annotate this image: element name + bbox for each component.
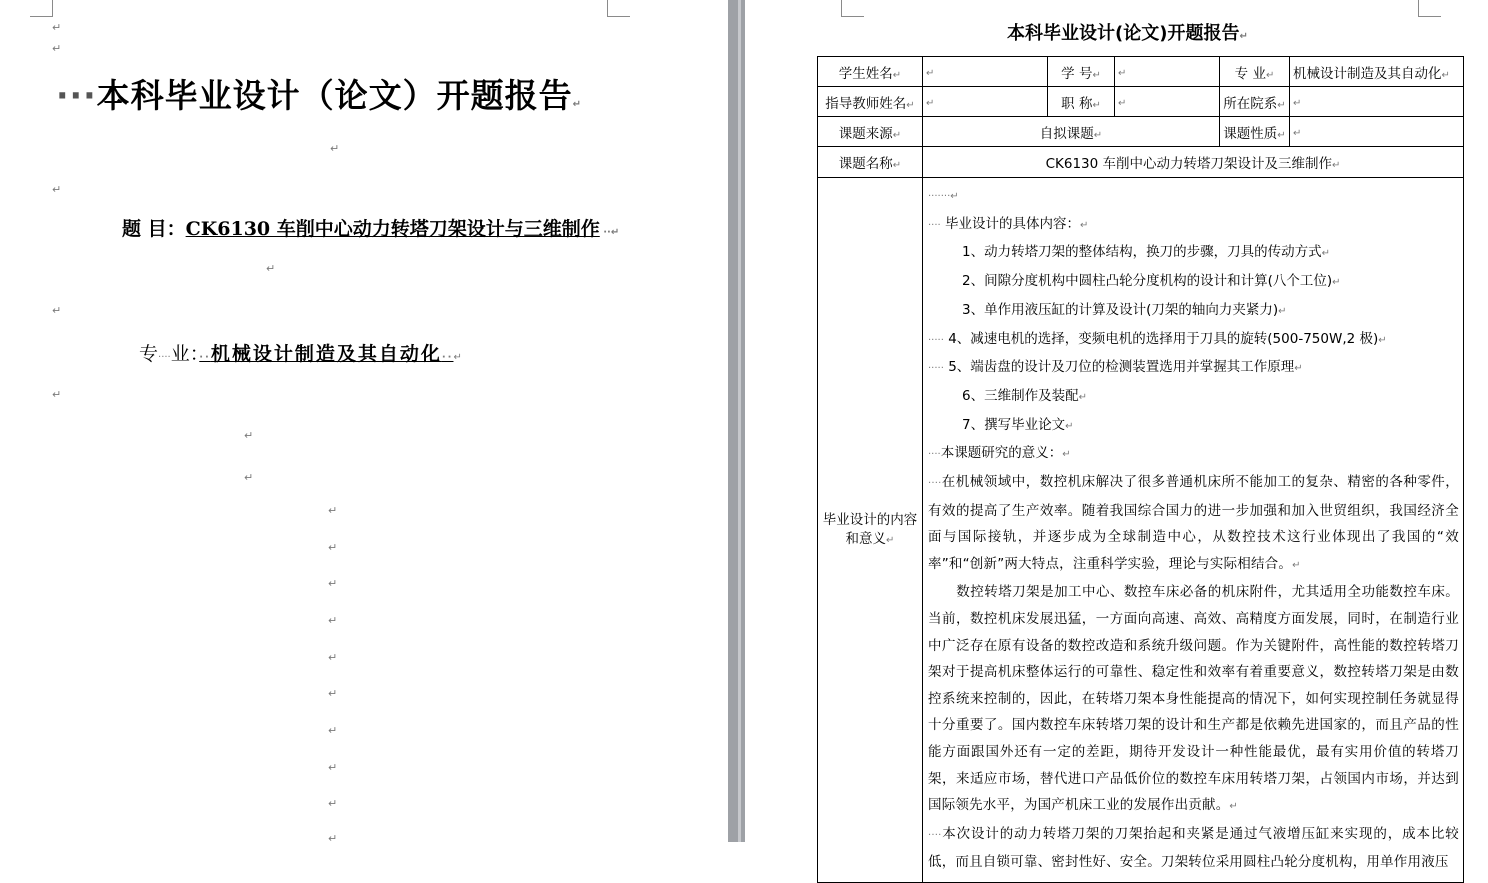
table-row [818,147,1464,178]
topic-label: 题 目： [122,218,186,240]
paragraph-mark: ↵ [244,471,254,484]
advisor-label: 指导教师姓名↵ [818,87,923,117]
student-name-cell: ↵ [923,57,1048,87]
major-label-a: 专 [139,343,159,365]
crop-mark-top-left [841,0,864,17]
cover-major: 专····业：··机械设计制造及其自动化··↵ [139,343,462,365]
title-label: 职 称↵ [1048,87,1115,117]
paragraph-mark: ↵ [52,42,62,55]
paragraph-mark: ↵ [328,577,338,590]
dept-cell: ↵ [1290,87,1464,117]
page-gutter [728,0,745,842]
topic-value: CK6130 车削中心动力转塔刀架设计与三维制作 [185,218,600,240]
report-title: 本科毕业设计(论文)开题报告↵ [1007,23,1248,44]
student-id-cell: ↵ [1115,57,1220,87]
table-row [818,117,1464,147]
content-item-5: ····· 5、端齿盘的设计及刀位的检测装置选用并掌握其工作原理↵ [928,359,1303,376]
major-label: 专 业↵ [1220,57,1290,87]
empty-line: ·······↵ [928,191,959,202]
major-value: 机械设计制造及其自动化 [210,343,442,365]
topic-name-value: CK6130 车削中心动力转塔刀架设计及三维制作↵ [923,147,1464,178]
nature-cell: ↵ [1290,117,1464,147]
paragraph-mark: ↵ [328,687,338,700]
dept-label: 所在院系↵ [1220,87,1290,117]
content-item-7: 7、撰写毕业论文↵ [962,416,1074,433]
paragraph-mark: ↵ [328,832,338,845]
meaning-paragraph-2: 数控转塔刀架是加工中心、数控车床必备的机床附件，尤其适用全功能数控车床。当前，数控机床发展迅猛，一方面向高速、高效、高精度方面发展，同时，在制造行业中广泛存在原有设备的数控改造和系统升级问题。作为关键附件，高性能的数控转塔刀架对于提高机床整体运行的可靠性、稳定性和效率有着重要意义，数控转塔刀架是由数控系统来控制的，因此，在转塔刀架本身性能提高的情况下，如何实现控制任务就显得十分重要了。国内数控车床转塔刀架的设计和生产都是依赖先进国家的，而且产品的性能方面跟国外还有一定的差距，期待开发设计一种性能最优，最有实用价值的转塔刀架，来适应市场，替代进口产品低价位的数控车床用转塔刀架，占领国内市场，并达到国际领先水平，为国产机床工业的发展作出贡献。↵ [928,584,1459,814]
paragraph-mark: ↵ [328,504,338,517]
crop-mark-top-right [607,0,630,17]
content-heading: ···· 毕业设计的具体内容：↵ [928,215,1089,232]
source-value: 自拟课题↵ [923,117,1220,147]
topic-name-label: 课题名称↵ [818,147,923,178]
paragraph-mark: ↵ [328,614,338,627]
table-row [818,178,1464,883]
content-item-2: 2、间隙分度机构中圆柱凸轮分度机构的设计和计算(八个工位)↵ [962,273,1341,290]
meaning-heading: ····本课题研究的意义：↵ [928,445,1071,462]
paragraph-mark: ↵ [52,388,62,401]
cover-topic: 题 目：CK6130 车削中心动力转塔刀架设计与三维制作 ··↵ [122,218,620,240]
paragraph-mark: ↵ [52,304,62,317]
table-row [818,87,1464,117]
source-label: 课题来源↵ [818,117,923,147]
crop-mark-top-left [30,0,53,17]
content-item-1: 1、动力转塔刀架的整体结构，换刀的步骤，刀具的传动方式↵ [962,244,1330,261]
paragraph-mark: ↵ [330,142,340,155]
major-label-b: 业： [170,343,200,365]
paragraph-mark: ↵ [52,21,62,34]
paragraph-mark: ↵ [266,262,276,275]
crop-mark-top-right [1418,0,1441,17]
meaning-paragraph-1: ····在机械领域中，数控机床解决了很多普通机床所不能加工的复杂、精密的各种零件，有效的提高了生产效率。随着我国综合国力的进一步加强和加入世贸组织，我国经济全面与国际接轨，并逐步成为全球制造中心，从数控技术这行业体现出了我国的“效率”和“创新”两大特点，注重科学实验，理论与实际相结合。↵ [928,474,1459,572]
meaning-paragraph-3: ····本次设计的动力转塔刀架的刀架抬起和夹紧是通过气液增压缸来实现的，成本比较低，而且自锁可靠、密封性好、安全。刀架转位采用圆柱凸轮分度机构，用单作用液压 [928,825,1459,871]
content-label: 毕业设计的内容和意义↵ [818,178,923,883]
paragraph-mark: ↵ [328,761,338,774]
paragraph-mark: ↵ [328,651,338,664]
report-info-table [817,56,1464,883]
report-page [745,0,1488,871]
paragraph-mark: ↵ [244,429,254,442]
major-value: 机械设计制造及其自动化↵ [1290,57,1464,87]
title-cell: ↵ [1115,87,1220,117]
advisor-cell: ↵ [923,87,1048,117]
content-cell [923,178,1464,883]
content-item-4: ····· 4、减速电机的选择，变频电机的选择用于刀具的旋转(500-750W,2 极)↵ [928,330,1387,347]
content-item-3: 3、单作用液压缸的计算及设计(刀架的轴向力夹紧力)↵ [962,301,1287,318]
student-id-label: 学 号↵ [1048,57,1115,87]
cover-page [0,0,728,845]
paragraph-mark: ↵ [328,797,338,810]
paragraph-mark: ↵ [328,541,338,554]
content-item-6: 6、三维制作及装配↵ [962,387,1087,404]
paragraph-mark: ↵ [52,183,62,196]
table-row [818,57,1464,87]
cover-title: ···本科毕业设计（论文）开题报告↵ [56,76,582,115]
student-name-label: 学生姓名↵ [818,57,923,87]
nature-label: 课题性质↵ [1220,117,1290,147]
paragraph-mark: ↵ [328,724,338,737]
